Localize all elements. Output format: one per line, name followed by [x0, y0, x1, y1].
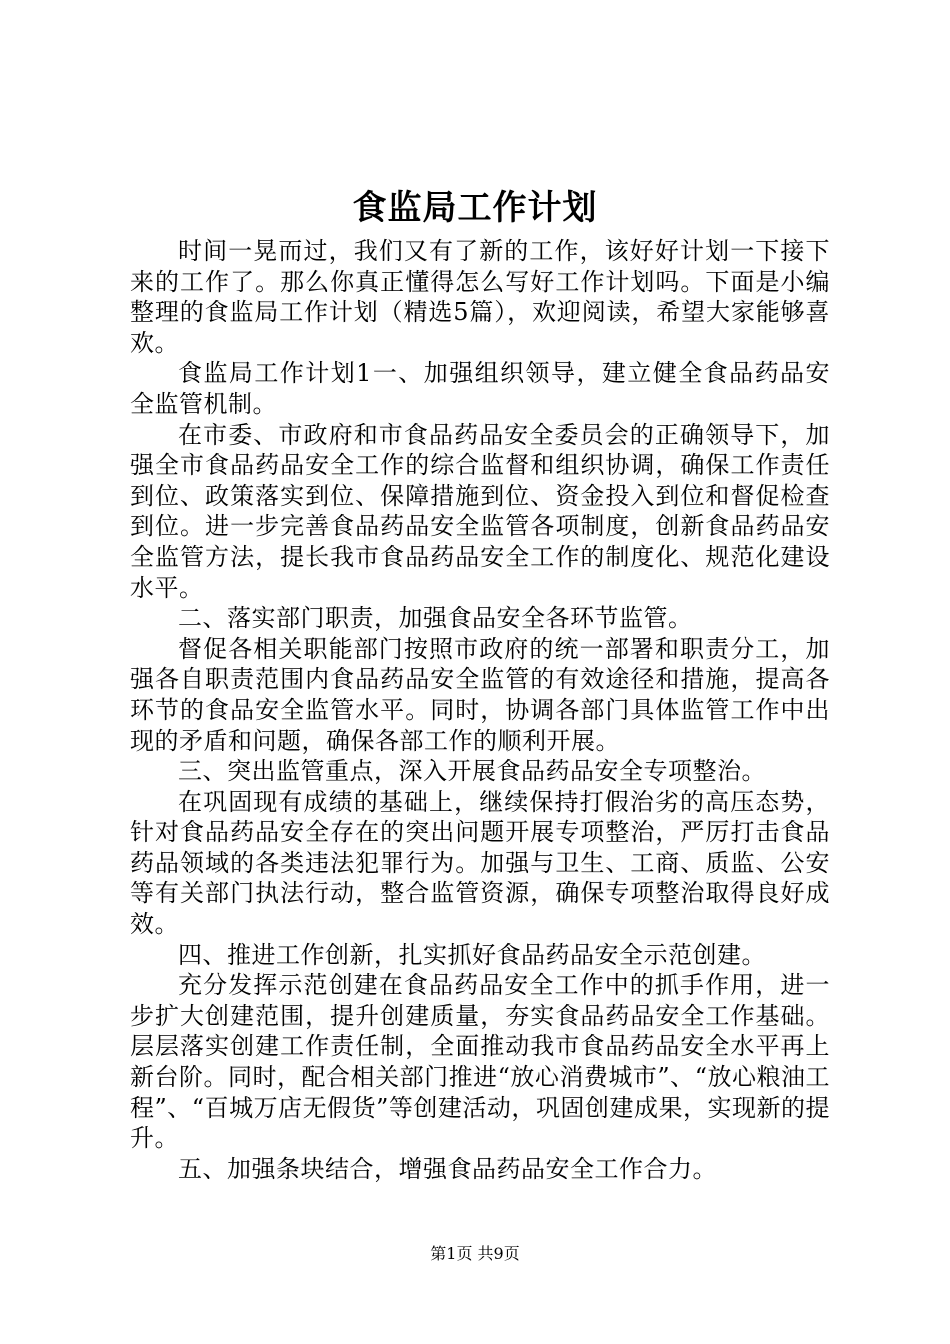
paragraph-section-2-heading: 二、落实部门职责，加强食品安全各环节监管。 [178, 604, 693, 633]
paragraph-section-3-body: 在巩固现有成绩的基础上，继续保持打假治劣的高压态势，针对食品药品安全存在的突出问题开展专项整治，严厉打击食品药品领域的各类违法犯罪行为。加强与卫生、工商、质监、公安等有关部门执法行动，整合监管资源，确保专项整治取得良好成效。 [130, 787, 830, 939]
paragraph-section-2-body: 督促各相关职能部门按照市政府的统一部署和职责分工，加强各自职责范围内食品药品安全监管的有效途径和措施，提高各环节的食品安全监管水平。同时，协调各部门具体监管工作中出现的矛盾和问题，确保各部工作的顺利开展。 [130, 634, 830, 755]
document-body [130, 236, 830, 1184]
paragraph-section-3-heading: 三、突出监管重点，深入开展食品药品安全专项整治。 [178, 757, 766, 786]
paragraph-section-4-heading: 四、推进工作创新，扎实抓好食品药品安全示范创建。 [178, 940, 766, 969]
paragraph-section-4-body: 充分发挥示范创建在食品药品安全工作中的抓手作用，进一步扩大创建范围，提升创建质量，夯实食品药品安全工作基础。层层落实创建工作责任制，全面推动我市食品药品安全水平再上新台阶。同时，配合相关部门推进“放心消费城市”、“放心粮油工程”、“百城万店无假货”等创建活动，巩固创建成果，实现新的提升。 [130, 971, 830, 1153]
paragraph-section-5-heading: 五、加强条块结合，增强食品药品安全工作合力。 [178, 1154, 717, 1183]
paragraph-section-1-body: 在市委、市政府和市食品药品安全委员会的正确领导下，加强全市食品药品安全工作的综合监督和组织协调，确保工作责任到位、政策落实到位、保障措施到位、资金投入到位和督促检查到位。进一步完善食品药品安全监管各项制度，创新食品药品安全监管方法，提长我市食品药品安全工作的制度化、规范化建设水平。 [130, 420, 830, 602]
page-indicator: 第1页 共9页 [430, 1244, 520, 1263]
paragraph-intro: 时间一晃而过，我们又有了新的工作，该好好计划一下接下来的工作了。那么你真正懂得怎么写好工作计划吗。下面是小编整理的食监局工作计划（精选5篇），欢迎阅读，希望大家能够喜欢。 [130, 237, 830, 357]
paragraph-section-1-heading: 食监局工作计划1一、加强组织领导，建立健全食品药品安全监管机制。 [130, 359, 830, 418]
document-title: 食监局工作计划 [352, 188, 598, 228]
